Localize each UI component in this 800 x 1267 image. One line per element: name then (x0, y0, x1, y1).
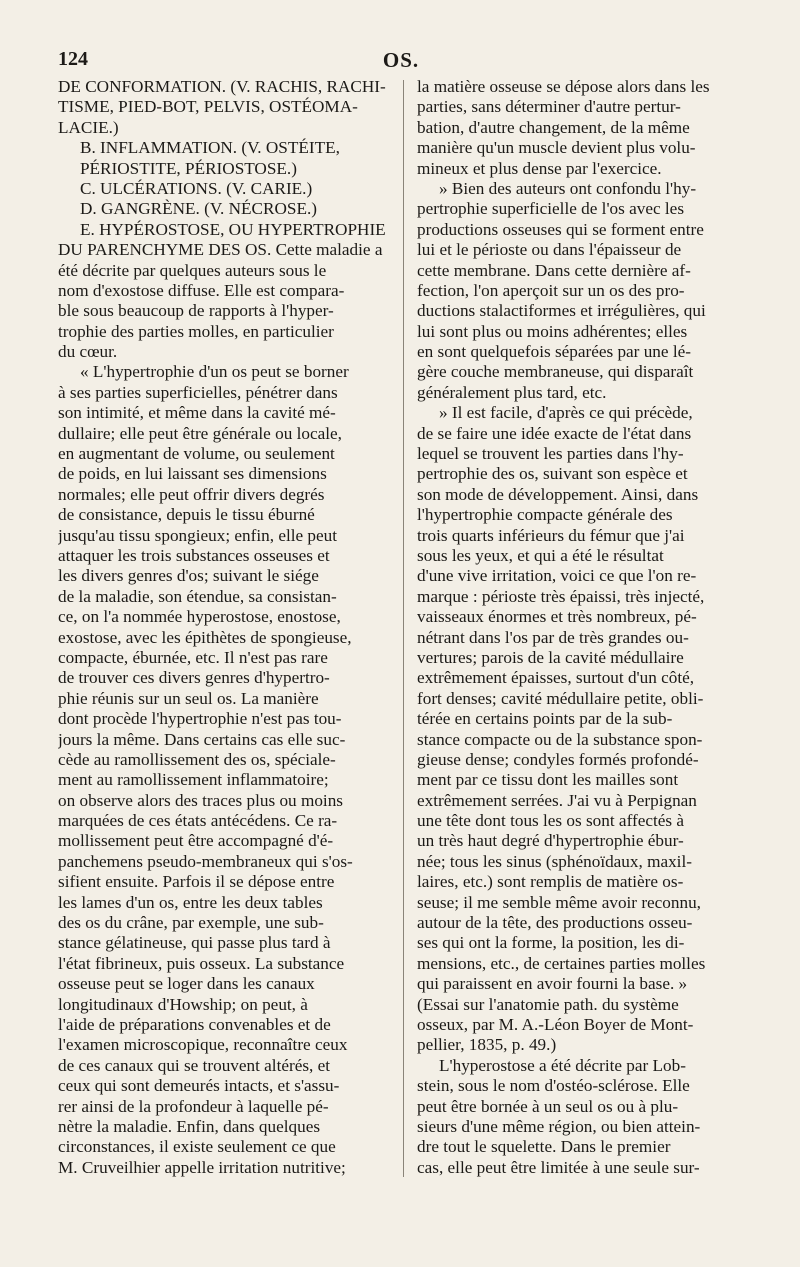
text-line: de la maladie, son étendue, sa consistan- (58, 586, 337, 606)
text-line: de ces canaux qui se trouvent altérés, et (58, 1055, 331, 1075)
text-line: stance gélatineuse, qui passe plus tard à (58, 933, 331, 953)
text-line: des os du crâne, par exemple, une sub- (58, 913, 324, 933)
text-line: térée en certains points par de la sub- (417, 709, 673, 729)
text-line: bation, d'autre changement, de la même (417, 117, 690, 137)
text-line: (Essai sur l'anatomie path. du système (417, 994, 679, 1014)
text-line: marquées de ces états antécédens. Ce ra- (58, 811, 338, 831)
text-line: trois quarts inférieurs du fémur que j'ai (417, 525, 685, 545)
text-line: à ses parties superficielles, pénétrer dans (58, 382, 338, 402)
text-line: cette membrane. Dans cette dernière af- (417, 260, 691, 280)
text-line: du cœur. (58, 342, 118, 362)
text-line: mensions, etc., de certaines parties molles (417, 953, 706, 973)
text-line: généralement plus tard, etc. (417, 382, 607, 402)
text-line: ment au ramollissement inflammatoire; (58, 770, 329, 790)
running-title: OS. (382, 48, 420, 72)
page-header (58, 48, 744, 78)
text-line: son intimité, et même dans la cavité mé- (58, 403, 336, 423)
text-line: » Bien des auteurs ont confondu l'hy- (439, 178, 697, 198)
text-line: seuse; il me semble même avoir reconnu, (417, 892, 701, 912)
text-line: sous les yeux, et qui a été le résultat (417, 545, 664, 565)
text-line: gieuse dense; condyles formés profondé- (417, 749, 699, 769)
text-line: ses qui ont la forme, la position, les di- (417, 933, 685, 953)
right-column (417, 77, 743, 1178)
text-line: productions osseuses qui se forment entre (417, 219, 704, 239)
text-line: marque : périoste très épaissi, très injecté, (417, 586, 705, 606)
text-line: M. Cruveilhier appelle irritation nutritive; (58, 1157, 346, 1177)
text-line: » Il est facile, d'après ce qui précède, (439, 403, 693, 423)
text-line: C. ULCÉRATIONS. (V. CARIE.) (80, 178, 313, 198)
text-line: de poids, en lui laissant ses dimensions (58, 464, 327, 484)
text-line: nètre la maladie. Enfin, dans quelques (58, 1116, 321, 1136)
text-line: gère couche membraneuse, qui disparaît (417, 362, 694, 382)
text-line: l'état fibrineux, puis osseux. La substance (58, 953, 345, 973)
text-line: pellier, 1835, p. 49.) (417, 1035, 557, 1055)
text-line: B. INFLAMMATION. (V. OSTÉITE, (80, 138, 340, 158)
text-line: sifient ensuite. Parfois il se dépose entre (58, 872, 335, 892)
text-line: de consistance, depuis le tissu éburné (58, 505, 315, 525)
text-line: circonstances, il existe seulement ce que (58, 1137, 336, 1157)
text-line: d'une vive irritation, voici ce que l'on re- (417, 566, 697, 586)
text-line: normales; elle peut offrir divers degrés (58, 484, 325, 504)
text-line: de se faire une idée exacte de l'état dans (417, 423, 692, 443)
text-line: jours la même. Dans certains cas elle suc- (58, 729, 346, 749)
text-line: osseux, par M. A.-Léon Boyer de Mont- (417, 1014, 694, 1034)
text-line: un très haut degré d'hypertrophie ébur- (417, 831, 684, 851)
text-line: E. HYPÉROSTOSE, OU HYPERTROPHIE (80, 219, 386, 239)
text-line: son mode de développement. Ainsi, dans (417, 484, 699, 504)
text-line: stance compacte ou de la substance spon- (417, 729, 703, 749)
text-line: peut être bornée à un seul os ou à plu- (417, 1096, 679, 1116)
text-line: vertures; parois de la cavité médullaire (417, 647, 684, 667)
text-line: l'examen microscopique, reconnaître ceux (58, 1035, 348, 1055)
text-line: autour de la tête, des productions osseu- (417, 913, 693, 933)
column-divider (403, 80, 404, 1177)
text-line: rer ainsi de la profondeur à laquelle pé- (58, 1096, 329, 1116)
text-line: l'hypertrophie compacte générale des (417, 505, 673, 525)
text-line: nétrant dans l'os par de très grandes ou- (417, 627, 689, 647)
text-line: mineux et plus dense par l'exercice. (417, 158, 662, 178)
text-line: laires, etc.) sont remplis de matière os- (417, 872, 684, 892)
text-line: on observe alors des traces plus ou moins (58, 790, 343, 810)
text-line: manière qu'un muscle devient plus volu- (417, 138, 696, 158)
text-line: trophie des parties molles, en particulier (58, 321, 334, 341)
text-line: extrêmement épaisses, surtout d'un côté, (417, 668, 695, 688)
text-line: qui paraissent en avoir fourni la base. » (417, 974, 688, 994)
text-line: été décrite par quelques auteurs sous le (58, 260, 327, 280)
text-line: dullaire; elle peut être générale ou locale, (58, 423, 342, 443)
text-line: L'hyperostose a été décrite par Lob- (439, 1055, 686, 1075)
text-line: LACIE.) (58, 117, 119, 137)
text-line: nom d'exostose diffuse. Elle est compara- (58, 280, 345, 300)
text-line: fort denses; cavité médullaire petite, obli- (417, 688, 704, 708)
text-line: de trouver ces divers genres d'hypertro- (58, 668, 330, 688)
text-line: ceux qui sont demeurés intacts, et s'assu- (58, 1076, 340, 1096)
text-line: fection, l'on aperçoit sur un os des pro- (417, 280, 685, 300)
text-line: jusqu'au tissu spongieux; enfin, elle peut (58, 525, 338, 545)
text-line: extrêmement serrées. J'ai vu à Perpignan (417, 790, 697, 810)
text-line: l'aide de préparations convenables et de (58, 1014, 331, 1034)
text-line: DU PARENCHYME DES OS. Cette maladie a (58, 240, 383, 260)
text-line: vaisseaux énormes et très nombreux, pé- (417, 607, 697, 627)
text-line: lui et le périoste ou dans l'épaisseur de (417, 240, 682, 260)
text-line: les lames d'un os, entre les deux tables (58, 892, 323, 912)
text-line: exostose, avec les épithètes de spongieuse, (58, 627, 352, 647)
text-line: stein, sous le nom d'ostéo-sclérose. Elle (417, 1076, 690, 1096)
text-line: cas, elle peut être limitée à une seule sur- (417, 1157, 700, 1177)
text-line: attaquer les trois substances osseuses et (58, 545, 330, 565)
text-line: panchemens pseudo-membraneux qui s'os- (58, 851, 353, 871)
text-line: en sont quelquefois séparées par une lé- (417, 342, 691, 362)
text-line: née; tous les sinus (sphénoïdaux, maxil- (417, 851, 692, 871)
text-line: longitudinaux d'Howship; on peut, à (58, 994, 308, 1014)
text-line: osseuse peut se loger dans les canaux (58, 974, 315, 994)
text-line: dre tout le squelette. Dans le premier (417, 1137, 671, 1157)
text-line: phie réunis sur un seul os. La manière (58, 688, 319, 708)
text-line: « L'hypertrophie d'un os peut se borner (80, 362, 349, 382)
text-line: ment par ce tissu dont les mailles sont (417, 770, 679, 790)
text-line: dont procède l'hypertrophie n'est pas tou- (58, 709, 342, 729)
text-line: ble sous beaucoup de rapports à l'hyper- (58, 301, 334, 321)
text-line: la matière osseuse se dépose alors dans les (417, 77, 710, 96)
text-line: D. GANGRÈNE. (V. NÉCROSE.) (80, 199, 317, 219)
text-line: compacte, éburnée, etc. Il n'est pas rare (58, 647, 328, 667)
text-line: en augmentant de volume, ou seulement (58, 444, 335, 464)
text-line: cède au ramollissement des os, spéciale- (58, 749, 336, 769)
text-line: sieurs d'une même région, ou bien attein- (417, 1116, 701, 1136)
text-line: pertrophie superficielle de l'os avec les (417, 199, 685, 219)
text-line: PÉRIOSTITE, PÉRIOSTOSE.) (80, 158, 297, 178)
text-line: ductions stalactiformes et irrégulières, qui (417, 301, 706, 321)
text-line: TISME, PIED-BOT, PELVIS, OSTÉOMA- (58, 97, 358, 117)
text-line: lui sont plus ou moins adhérentes; elles (417, 321, 688, 341)
text-line: DE CONFORMATION. (V. RACHIS, RACHI- (58, 77, 386, 96)
text-line: une tête dont tous les os sont affectés à (417, 811, 684, 831)
page-number: 124 (58, 48, 88, 70)
text-line: ce, on l'a nommée hyperostose, enostose, (58, 607, 341, 627)
text-line: parties, sans déterminer d'autre pertur- (417, 97, 681, 117)
text-line: lequel se trouvent les parties dans l'hy- (417, 444, 684, 464)
text-line: pertrophie des os, suivant son espèce et (417, 464, 688, 484)
text-line: les divers genres d'os; suivant le siége (58, 566, 319, 586)
left-column (58, 77, 390, 1178)
text-line: mollissement peut être accompagné d'é- (58, 831, 334, 851)
